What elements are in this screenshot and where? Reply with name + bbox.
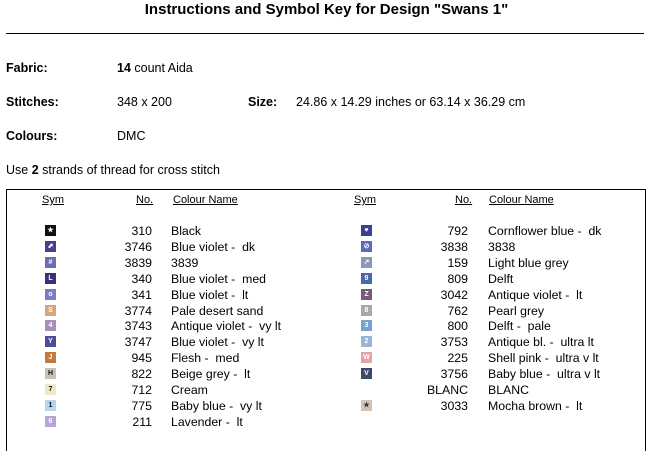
symbol-swatch-icon: ♥ — [361, 225, 372, 236]
symbol-swatch-icon: S — [45, 305, 56, 316]
dmc-number: 211 — [132, 414, 152, 429]
thread-row — [44, 287, 324, 303]
colour-name: Cream — [171, 383, 208, 397]
fabric-type: count Aida — [130, 61, 193, 75]
thread-row — [44, 382, 324, 398]
thread-row — [361, 398, 641, 414]
symbol-swatch-icon: 8 — [361, 305, 372, 316]
note-pre: Use — [6, 163, 32, 177]
note-post: strands of thread for cross stitch — [38, 163, 220, 177]
dmc-number: 3756 — [440, 367, 468, 382]
symbol-swatch-icon: 4 — [45, 320, 56, 331]
thread-row — [44, 318, 324, 334]
thread-row — [361, 287, 641, 303]
thread-row — [361, 271, 641, 287]
dmc-number: 310 — [131, 224, 152, 238]
thread-row — [361, 334, 641, 350]
thread-row — [361, 239, 641, 255]
thread-row — [44, 239, 324, 255]
dmc-number: 3747 — [124, 335, 152, 350]
symbol-swatch-icon: 3 — [361, 320, 372, 331]
thread-row — [361, 303, 641, 319]
dmc-number: 3042 — [440, 287, 468, 302]
title-underline — [6, 33, 644, 34]
symbol-swatch-icon: o — [45, 289, 56, 300]
dmc-number: 809 — [447, 271, 468, 286]
symbol-swatch-icon: L — [45, 273, 56, 284]
dmc-number: 800 — [447, 319, 468, 334]
colour-name: Blue violet - lt — [171, 287, 249, 302]
colour-name: Antique violet - lt — [488, 287, 583, 302]
symbol-swatch-icon: 1 — [45, 400, 56, 411]
dmc-number: 945 — [131, 351, 152, 366]
symbol-swatch-icon: # — [45, 257, 56, 268]
dmc-number: 822 — [131, 367, 152, 382]
size-value: 24.86 x 14.29 inches or 63.14 x 36.29 cm — [296, 95, 526, 109]
thread-row — [361, 223, 641, 239]
stitches-value: 348 x 200 — [117, 95, 172, 109]
colour-name: Lavender - lt — [171, 414, 243, 429]
symbol-swatch-icon: ★ — [45, 225, 56, 236]
thread-row — [44, 303, 324, 319]
dmc-number: 3743 — [124, 319, 152, 334]
colour-name: Delft - pale — [488, 319, 551, 334]
colour-name: Delft — [488, 271, 514, 286]
dmc-number: 3753 — [440, 335, 468, 350]
dmc-number: 712 — [131, 383, 152, 397]
symbol-swatch-icon: Z — [361, 289, 372, 300]
colour-name: Light blue grey — [488, 255, 569, 270]
symbol-swatch-icon: H — [45, 368, 56, 379]
fabric-label: Fabric: — [6, 61, 48, 75]
symbol-swatch-icon: ⬈ — [45, 241, 56, 252]
header-name-left: Colour Name — [173, 194, 238, 206]
thread-row — [361, 382, 641, 398]
symbol-swatch-icon: ★ — [361, 400, 372, 411]
dmc-number: BLANC — [426, 383, 468, 397]
symbol-swatch-icon: J — [45, 352, 56, 363]
thread-row — [44, 366, 324, 382]
thread-row — [361, 255, 641, 271]
symbol-swatch-icon: ↗ — [361, 257, 372, 268]
symbol-swatch-icon: 7 — [45, 384, 56, 395]
colour-name: Mocha brown - lt — [488, 398, 583, 413]
dmc-number: 340 — [131, 271, 152, 286]
thread-row — [44, 414, 324, 430]
colour-name: Blue violet - vy lt — [171, 335, 264, 350]
symbol-swatch-icon: W — [361, 352, 372, 363]
colour-name: Baby blue - ultra v lt — [488, 367, 601, 382]
dmc-number: 3033 — [440, 398, 468, 413]
symbol-swatch-icon: 6 — [45, 416, 56, 427]
colour-name: Blue violet - med — [171, 271, 267, 286]
thread-row — [361, 350, 641, 366]
stitches-label: Stitches: — [6, 95, 59, 109]
thread-row — [44, 223, 324, 239]
dmc-number: 3838 — [440, 239, 468, 254]
thread-row — [44, 271, 324, 287]
symbol-swatch-icon: 2 — [361, 336, 372, 347]
fabric-count: 14 — [117, 61, 131, 75]
colours-label: Colours: — [6, 129, 58, 143]
colour-name: Antique bl. - ultra lt — [488, 335, 594, 350]
fabric-value — [117, 61, 193, 75]
colour-name: Blue violet - dk — [171, 239, 256, 254]
dmc-number: 3774 — [124, 303, 152, 318]
colour-name: Cornflower blue - dk — [488, 224, 602, 238]
colour-name: Baby blue - vy lt — [171, 398, 262, 413]
header-sym-right: Sym — [354, 194, 376, 206]
dmc-number: 775 — [131, 398, 152, 413]
dmc-number: 225 — [447, 351, 468, 366]
thread-row — [44, 398, 324, 414]
dmc-number: 3839 — [124, 255, 152, 270]
header-no-right: No. — [455, 194, 473, 206]
page-title: Instructions and Symbol Key for Design "Swans 1" — [144, 1, 509, 18]
colour-name: Flesh - med — [171, 351, 240, 366]
dmc-number: 3746 — [124, 239, 152, 254]
dmc-number: 341 — [131, 287, 152, 302]
header-name-right: Colour Name — [489, 194, 554, 206]
thread-row — [44, 334, 324, 350]
size-label: Size: — [248, 95, 278, 109]
dmc-number: 762 — [447, 303, 468, 318]
symbol-swatch-icon: Y — [45, 336, 56, 347]
header-no-left: No. — [136, 194, 154, 206]
dmc-number: 792 — [447, 224, 468, 238]
symbol-swatch-icon: V — [361, 368, 372, 379]
symbol-swatch-icon: 9 — [361, 273, 372, 284]
symbol-swatch-icon: ⊘ — [361, 241, 372, 252]
colour-name: Pale desert sand — [171, 303, 264, 318]
header-sym-left: Sym — [42, 194, 64, 206]
strands-note — [6, 163, 220, 177]
dmc-number: 159 — [447, 255, 468, 270]
colour-name: Beige grey - lt — [171, 367, 251, 382]
colour-name: BLANC — [488, 383, 530, 397]
thread-row — [44, 255, 324, 271]
colour-name: 3839 — [171, 255, 199, 270]
thread-row — [361, 366, 641, 382]
thread-row — [361, 318, 641, 334]
symbol-swatch-icon — [361, 384, 372, 395]
colour-name: 3838 — [488, 239, 516, 254]
thread-row — [44, 350, 324, 366]
colour-name: Black — [171, 224, 202, 238]
colour-name: Pearl grey — [488, 303, 545, 318]
strand-count: 2 — [31, 163, 39, 177]
colour-name: Antique violet - vy lt — [171, 319, 282, 334]
colour-name: Shell pink - ultra v lt — [488, 351, 599, 366]
colours-value: DMC — [117, 129, 146, 143]
